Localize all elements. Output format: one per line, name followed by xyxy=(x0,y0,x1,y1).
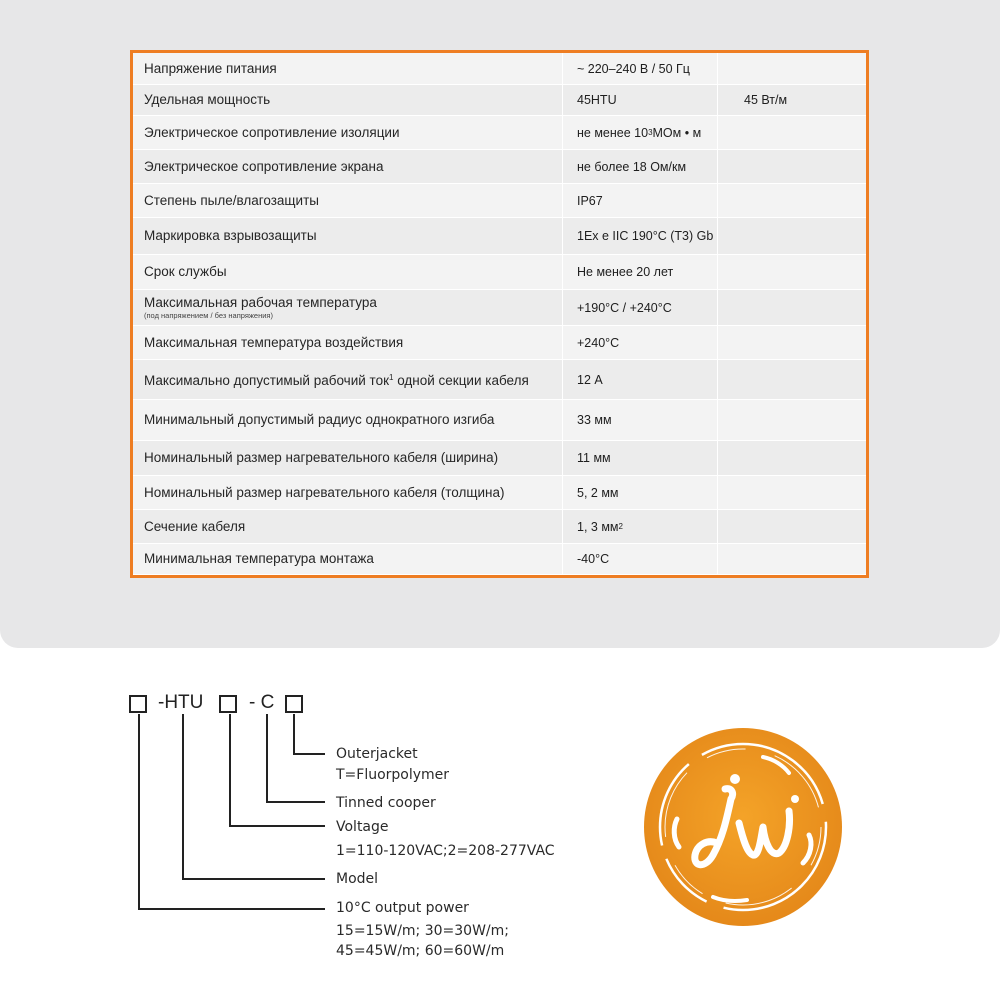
label-voltage-options: 1=110-120VAC;2=208-277VAC xyxy=(336,843,555,859)
spec-value: 1, 3 мм 2 xyxy=(563,510,718,543)
spec-label-sub: (под напряжением / без напряжения) xyxy=(144,311,273,320)
spec-label: Максимальная температура воздействия xyxy=(133,326,563,359)
spec-value: 5, 2 мм xyxy=(563,476,718,509)
connector-tinned-v xyxy=(266,714,268,803)
spec-row xyxy=(133,476,866,510)
spec-value-2 xyxy=(718,150,866,183)
connector-model-v xyxy=(182,714,184,880)
spec-row xyxy=(133,544,866,575)
spec-row xyxy=(133,360,866,400)
spec-label: Напряжение питания xyxy=(133,53,563,84)
spec-value: 1Ex e IIC 190°C (T3) Gb xyxy=(563,218,718,254)
connector-tinned-h xyxy=(266,801,325,803)
spec-value: 33 мм xyxy=(563,400,718,440)
spec-row xyxy=(133,255,866,290)
spec-row xyxy=(133,116,866,150)
spec-table xyxy=(130,50,869,578)
spec-value-2 xyxy=(718,544,866,574)
spec-value: 12 А xyxy=(563,360,718,399)
spec-value: не менее 10 3 МОм • м xyxy=(563,116,718,149)
spec-label: Степень пыле/влагозащиты xyxy=(133,184,563,217)
spec-value-2: 45 Вт/м xyxy=(744,93,788,107)
spec-value-2 xyxy=(718,441,866,475)
spec-value: ~ 220–240 В / 50 Гц xyxy=(563,53,718,84)
spec-value-2 xyxy=(718,184,866,217)
spec-label: Электрическое сопротивление изоляции xyxy=(133,116,563,149)
spec-row xyxy=(133,290,866,326)
code-part-c: - C xyxy=(249,692,275,713)
connector-voltage-v xyxy=(229,714,231,827)
spec-row xyxy=(133,326,866,360)
spec-value: не более 18 Ом/км xyxy=(563,150,718,183)
connector-model-h xyxy=(182,878,325,880)
code-box-3 xyxy=(285,695,303,713)
label-model: Model xyxy=(336,871,379,887)
spec-value: -40°C xyxy=(563,544,718,574)
label-voltage: Voltage xyxy=(336,819,389,835)
spec-row xyxy=(133,184,866,218)
connector-voltage-h xyxy=(229,825,325,827)
connector-outerjacket-h xyxy=(293,753,325,755)
spec-row xyxy=(133,85,866,116)
spec-row xyxy=(133,441,866,476)
spec-label: Максимальная рабочая температура (под напряжением / без напряжения) xyxy=(133,290,563,325)
spec-row xyxy=(133,53,866,85)
spec-row xyxy=(133,400,866,441)
label-outerjacket: Outerjacket xyxy=(336,746,418,762)
spec-value: IP67 xyxy=(563,184,718,217)
spec-value: +190°C / +240°C xyxy=(563,290,718,325)
connector-power-v xyxy=(138,714,140,910)
spec-value-2 xyxy=(718,255,866,289)
spec-label: Номинальный размер нагревательного кабеля (ширина) xyxy=(133,441,563,475)
code-box-1 xyxy=(129,695,147,713)
spec-value-2 xyxy=(718,290,866,325)
connector-power-h xyxy=(138,908,325,910)
label-tinned: Tinned cooper xyxy=(336,795,436,811)
spec-value-2 xyxy=(718,326,866,359)
spec-label: Срок службы xyxy=(133,255,563,289)
spec-row xyxy=(133,218,866,255)
spec-value-2 xyxy=(718,510,866,543)
spec-label: Номинальный размер нагревательного кабеля (толщина) xyxy=(133,476,563,509)
connector-outerjacket-v xyxy=(293,714,295,755)
code-box-2 xyxy=(219,695,237,713)
spec-value: 11 мм xyxy=(563,441,718,475)
spec-value: Не менее 20 лет xyxy=(563,255,718,289)
spec-value-2 xyxy=(718,360,866,399)
spec-value-2 xyxy=(718,400,866,440)
spec-label: Маркировка взрывозащиты xyxy=(133,218,563,254)
spec-value: 45HTU xyxy=(563,85,718,115)
code-part-htu: -HTU xyxy=(158,692,204,713)
jw-logo-icon xyxy=(643,727,843,927)
spec-row xyxy=(133,510,866,544)
spec-row xyxy=(133,150,866,184)
spec-value-2 xyxy=(718,116,866,149)
label-power-options-2: 45=45W/m; 60=60W/m xyxy=(336,943,505,959)
spec-value-2 xyxy=(718,218,866,254)
spec-label: Минимальная температура монтажа xyxy=(133,544,563,574)
spec-label: Сечение кабеля xyxy=(133,510,563,543)
spec-value-2 xyxy=(718,53,866,84)
label-power: 10°C output power xyxy=(336,900,469,916)
spec-label: Удельная мощность xyxy=(133,85,563,115)
label-fluorpolymer: T=Fluorpolymer xyxy=(336,767,450,783)
spec-label: Максимально допустимый рабочий ток$^1$ одной секции кабеля xyxy=(133,360,563,399)
spec-value-2 xyxy=(718,476,866,509)
spec-label: Электрическое сопротивление экрана xyxy=(133,150,563,183)
spec-value: +240°C xyxy=(563,326,718,359)
label-power-options-1: 15=15W/m; 30=30W/m; xyxy=(336,923,509,939)
model-code-legend xyxy=(0,648,620,1000)
spec-label: Минимальный допустимый радиус однократного изгиба xyxy=(133,400,563,440)
